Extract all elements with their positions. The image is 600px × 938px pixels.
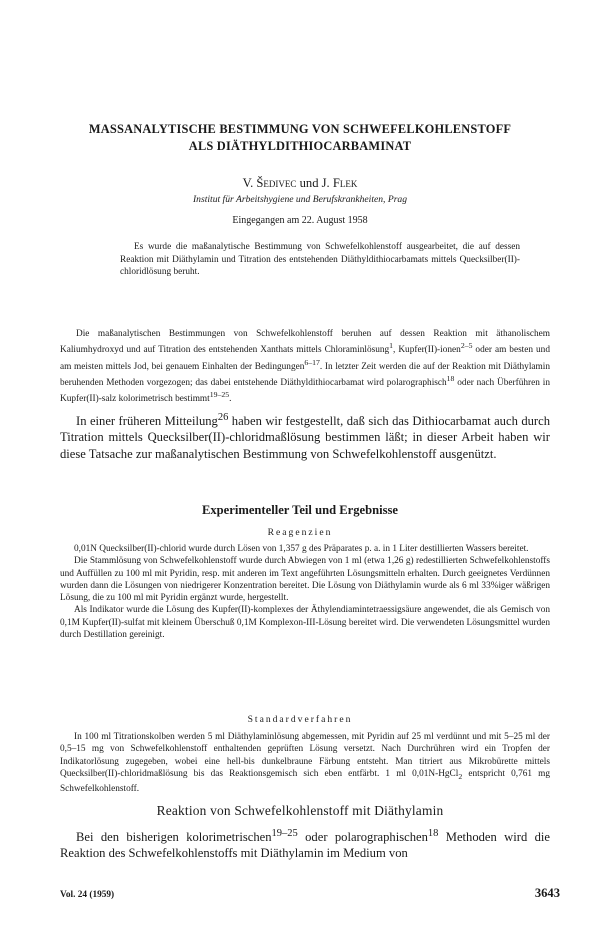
author-affiliation: Institut für Arbeitshygiene und Berufskrankheiten, Prag [192, 194, 408, 205]
abstract-text: Es wurde die maßanalytische Bestimmung von Schwefelkohlenstoff ausgearbeitet, die auf dessen Reaktion mit Diäthylamin und Titration des entstehenden Diäthyldithiocarbamats mittels Quecksilber(II)-chloridlösung beruht. [120, 242, 520, 278]
reference-marker: 1 [389, 341, 394, 351]
subsection-heading-reagents: Reagenzien [267, 527, 333, 538]
intro-small-text-5: oder nach Überführen in Kupfer(II)-salz kolorimetrisch bestimmt [60, 378, 550, 405]
paper-title [40, 121, 560, 155]
author-2: J. Flek [321, 176, 358, 190]
intro-large-text-2: haben wir festgestellt, daß sich das Dithiocarbamat auch durch Titration mittels Quecksilber(II)-chloridmaßlösung bestimmen läßt; in dieser Arbeit haben wir diese Tatsache zur maßanalytischen Bestimmung von Schwefelkohlenstoff ausgenützt. [60, 414, 550, 461]
title-line-1: MASSANALYTISCHE BESTIMMUNG VON SCHWEFELKOHLENSTOFF [88, 122, 512, 136]
reaction-section [60, 826, 550, 861]
standard-text-2: entspricht 0,761 mg Schwefelkohlenstoff. [60, 768, 550, 795]
reaction-text-3: Methoden wird die Reaktion des Schwefelkohlenstoffs mit Diäthylamin im Medium von [60, 830, 550, 861]
author-1: V. Šedivec [242, 176, 297, 190]
intro-small-text-4: . In letzter Zeit werden die auf der Reaktion mit Diäthylamin beruhenden Methoden vorgezogen; das dabei entstehende Diäthyldithiocarbamat wird polarographisch [60, 361, 550, 389]
subsection-heading-standard: Standardverfahren [247, 714, 353, 725]
section-heading-experimental: Experimenteller Teil und Ergebnisse [201, 503, 399, 517]
reference-marker: 2–5 [460, 341, 473, 351]
reagents-paragraph-2: Die Stammlösung von Schwefelkohlenstoff wurde durch Abwiegen von 1 ml (etwa 1,26 g) redestillierten Schwefelkohlenstoffs und Auffüllen zu 100 ml mit Pyridin, resp. mit anderen im Text angeführten Lösungsmitteln erhalten. Durch geeignetes Verdünnen wurden dann die Lösungen von niedrigerer Konzentration bereitet. Die Lösung von Diäthylamin wurde als 6 ml 33%iger wäßrigen Lösung, die zu 100 ml mit Pyridin ergänzt wurde, hergestellt. [60, 556, 550, 604]
reagents-section [60, 543, 550, 641]
title-line-2: ALS DIÄTHYLDITHIOCARBAMINAT [188, 139, 412, 153]
author-list [0, 176, 600, 191]
introduction-large-print [60, 410, 550, 462]
introduction-small-print [60, 328, 550, 406]
received-date: Eingegangen am 22. August 1958 [232, 215, 368, 226]
intro-small-text-1: Die maßanalytischen Bestimmungen von Schwefelkohlenstoff beruhen auf dessen Reaktion mit äthanolischem Kaliumhydroxyd und auf Titration des entstehenden Xanthats mittels Chloraminlösung [60, 329, 550, 356]
reaction-paragraph [60, 826, 550, 861]
reaction-text-1: Bei den bisherigen kolorimetrischen [76, 830, 272, 845]
author-connector: und [299, 176, 319, 190]
intro-small-text-3: oder am besten und am meisten mittels Jod, bei genauem Einhalten der Bedingungen [60, 345, 550, 372]
intro-small-text-6: . [229, 394, 232, 405]
standard-procedure-section [60, 731, 550, 795]
intro-small-text-2: , Kupfer(II)-ionen [393, 345, 461, 356]
reagents-paragraph-3: Als Indikator wurde die Lösung des Kupfer(II)-komplexes der Äthylendiamintetraessigsäure angewendet, die als Gemisch von 0,1M Kupfer(II)-sulfat mit kleinem Überschuß 0,1M Komplexon-III-Lösung bereitet wird. Die verwendeten Lösungsmittel wurden durch Destillation gereinigt. [60, 605, 550, 641]
journal-volume: Vol. 24 (1959) [60, 890, 115, 900]
section-heading-reaction: Reaktion von Schwefelkohlenstoff mit Diäthylamin [156, 803, 444, 818]
reference-marker: 18 [446, 374, 455, 384]
subscript: 2 [458, 771, 463, 781]
page-number: 3643 [534, 886, 560, 900]
intro-large-text-1: In einer früheren Mitteilung [76, 414, 218, 429]
reference-marker: 19–25 [271, 828, 298, 839]
intro-large-paragraph [60, 410, 550, 462]
abstract [120, 241, 520, 279]
reference-marker: 6–17 [304, 357, 320, 367]
standard-paragraph [60, 731, 550, 795]
reference-marker: 19–25 [209, 390, 230, 400]
intro-small-paragraph [60, 328, 550, 406]
reagents-paragraph-1: 0,01N Quecksilber(II)-chlorid wurde durch Lösen von 1,357 g des Präparates p. a. in 1 Liter destillierten Wassers bereitet. [74, 544, 529, 554]
reference-marker: 26 [217, 412, 229, 423]
reaction-text-2: oder polarographischen [297, 830, 428, 845]
reference-marker: 18 [427, 828, 439, 839]
standard-text-1: In 100 ml Titrationskolben werden 5 ml Diäthylaminlösung abgemessen, mit Pyridin auf 25 ml verdünnt und mit 5–25 ml der 0,5–15 mg von Schwefelkohlenstoff enthaltenden geprüften Lösung versetzt. Nach Durchrühren wird ein Tropfen der Indikatorlösung zugegeben, wobei eine hell-bis dunkelbraune Färbung entsteht. Man titriert aus Mikrobürette mittels Quecksilber(II)-chloridmaßlösung bis das Reaktionsgemisch sich eben entfärbt. 1 ml 0,01N-HgCl [60, 732, 550, 779]
